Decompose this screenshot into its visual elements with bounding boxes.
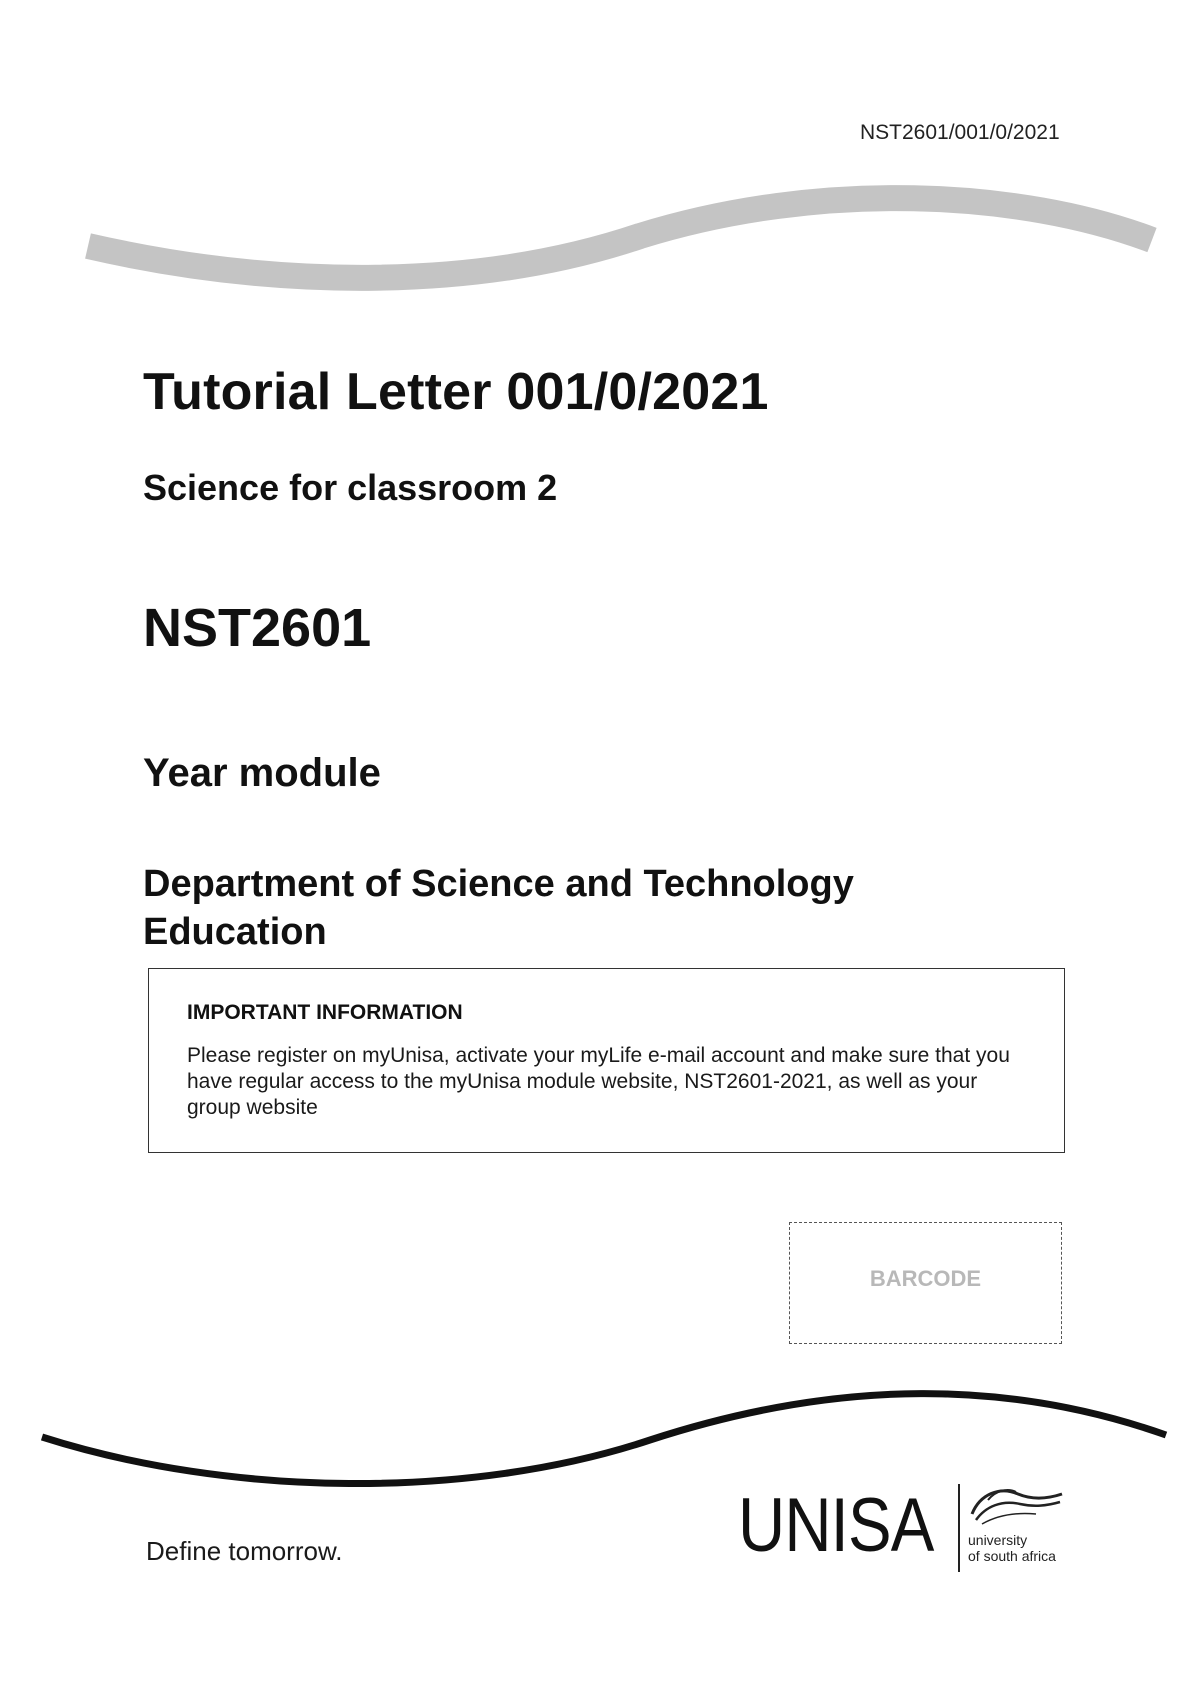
module-type: Year module	[143, 751, 381, 795]
barcode-placeholder	[789, 1222, 1062, 1344]
barcode-label: BARCODE	[869, 1266, 982, 1291]
logo-wordmark: UNISA	[738, 1483, 934, 1568]
important-information-box	[148, 968, 1065, 1153]
top-grey-wave	[88, 198, 1152, 278]
department-name: Department of Science and Technology Education	[143, 863, 854, 953]
tagline: Define tomorrow.	[146, 1536, 343, 1566]
module-code: NST2601	[143, 598, 372, 658]
logo-divider	[958, 1484, 960, 1572]
wave-emblem-icon	[966, 1480, 1066, 1528]
page-title: Tutorial Letter 001/0/2021	[143, 363, 769, 421]
bottom-black-wave	[42, 1394, 1166, 1484]
unisa-logo	[738, 1480, 1068, 1580]
info-heading: IMPORTANT INFORMATION	[187, 1001, 463, 1024]
logo-sub-line1: university	[968, 1532, 1028, 1548]
logo-sub-line2: of south africa	[968, 1548, 1056, 1564]
module-name: Science for classroom 2	[143, 467, 558, 508]
document-reference: NST2601/001/0/2021	[860, 121, 1060, 144]
logo-subtitle	[968, 1532, 1056, 1564]
info-text: Please register on myUnisa, activate your myLife e-mail account and make sure that you have regular access to the myUnisa module website, NST2601-2021, as well as your group website	[187, 1044, 1010, 1119]
